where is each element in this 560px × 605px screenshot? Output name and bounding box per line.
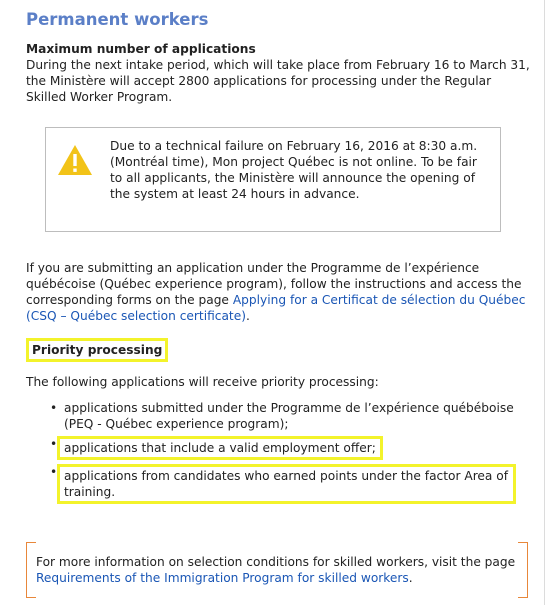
list-item — [46, 464, 530, 504]
priority-processing-heading: Priority processing — [26, 338, 168, 362]
bracket-left — [26, 542, 36, 598]
bracket-right — [518, 542, 528, 598]
priority-item-area-of-training: applications from candidates who earned points under the factor Area of training. — [57, 464, 516, 504]
csq-link[interactable]: Applying for a Certificat de sélection du Québec (CSQ – Québec selection certificate) — [26, 293, 526, 323]
bullet: • — [50, 401, 58, 415]
peq-text-after: . — [245, 309, 250, 323]
peq-paragraph — [26, 260, 530, 324]
max-applications-heading: Maximum number of applications — [26, 42, 256, 56]
priority-intro: The following applications will receive priority processing: — [26, 375, 379, 389]
priority-item-employment-offer: applications that include a valid employment offer; — [57, 436, 383, 460]
list-item — [46, 436, 530, 460]
technical-failure-alert — [45, 127, 501, 232]
max-applications-text: During the next intake period, which will take place from February 16 to March 31, the Ministère will accept 2800 applications for processing under the Regular Skilled Worker Program. — [26, 58, 530, 104]
more-info-box — [26, 542, 528, 598]
requirements-link[interactable]: Requirements of the Immigration Program for skilled workers — [36, 571, 409, 585]
peq-text-before: If you are submitting an application under the Programme de l’expérience québécoise (Québec experience program), follow the instructions and access the corresponding forms on the page — [26, 261, 522, 307]
priority-list — [26, 400, 530, 504]
warning-icon — [57, 144, 93, 176]
list-item — [46, 400, 530, 432]
more-info-text-after: . — [408, 571, 413, 585]
priority-item-peq: applications submitted under the Programme de l’expérience québéboise (PEQ - Québec experience program); — [64, 401, 514, 431]
alert-message: Due to a technical failure on February 16, 2016 at 8:30 a.m. (Montréal time), Mon project Québec is not online. To be fair to all applicants, the Ministère will announce the opening of the system at least 24 hours in advance. — [110, 139, 478, 201]
bullet: • — [50, 465, 58, 479]
more-info-text-before: For more information on selection conditions for skilled workers, visit the page — [36, 555, 516, 569]
page-title: Permanent workers — [26, 10, 209, 29]
bullet: • — [50, 437, 58, 451]
